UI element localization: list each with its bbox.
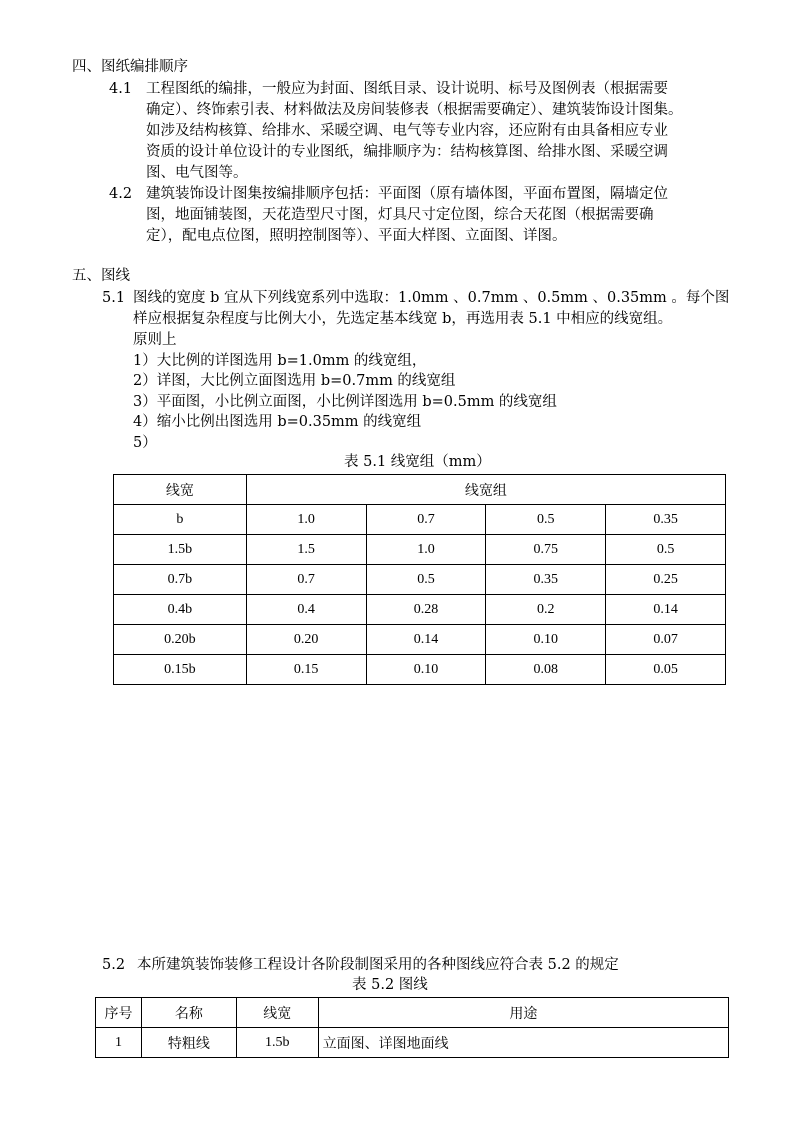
table-header-row <box>96 998 729 1028</box>
table-cell: 特粗线 <box>141 1028 236 1058</box>
table-row <box>114 565 726 595</box>
table-cell: 0.15 <box>246 655 366 685</box>
table-cell: 0.7b <box>114 565 247 595</box>
table-cell: 0.08 <box>486 655 606 685</box>
table-row <box>96 1028 729 1058</box>
item-4-2-line: 建筑装饰设计图集按编排顺序包括：平面图（原有墙体图，平面布置图，隔墙定位 <box>146 186 668 202</box>
table-row <box>114 595 726 625</box>
table-header-cell: 线宽 <box>114 475 247 505</box>
item-5-1-line: 样应根据复杂程度与比例大小，先选定基本线宽 b，再选用表 5.1 中相应的线宽组。 <box>133 311 673 327</box>
line-type-table <box>95 997 729 1058</box>
section5-heading: 五、图线 <box>72 268 130 284</box>
table-header-cell: 用途 <box>318 998 728 1028</box>
table-cell: 0.4 <box>246 595 366 625</box>
table-5-1-caption: 表 5.1 线宽组（mm） <box>344 454 491 470</box>
table-cell: 0.05 <box>606 655 726 685</box>
table-cell: 0.14 <box>606 595 726 625</box>
item-4-1-line: 图、电气图等。 <box>146 165 248 181</box>
item-5-1-number: 5.1 <box>102 290 126 306</box>
table-header-row <box>114 475 726 505</box>
table-cell: 0.75 <box>486 535 606 565</box>
table-cell: 1.0 <box>246 505 366 535</box>
item-4-1-line: 确定）、终饰索引表、材料做法及房间装修表（根据需要确定）、建筑装饰设计图集。 <box>146 102 683 118</box>
table-cell: 0.2 <box>486 595 606 625</box>
table-cell: 0.25 <box>606 565 726 595</box>
table-cell: 0.35 <box>606 505 726 535</box>
table-cell: 0.15b <box>114 655 247 685</box>
item-4-2-number: 4.2 <box>109 186 133 202</box>
table-cell: 0.5 <box>606 535 726 565</box>
table-cell: 1.0 <box>366 535 486 565</box>
item-5-1-subitem: 2）详图，大比例立面图选用 b=0.7mm 的线宽组 <box>133 373 456 389</box>
table-cell: 0.35 <box>486 565 606 595</box>
item-5-1-subitem: 3）平面图，小比例立面图，小比例详图选用 b=0.5mm 的线宽组 <box>133 394 557 410</box>
item-5-1-subitem: 1）大比例的详图选用 b=1.0mm 的线宽组， <box>133 353 427 369</box>
table-cell: 0.20b <box>114 625 247 655</box>
item-5-1-subitem: 4）缩小比例出图选用 b=0.35mm 的线宽组 <box>133 414 422 430</box>
table-cell: 立面图、详图地面线 <box>318 1028 728 1058</box>
table-cell: 0.07 <box>606 625 726 655</box>
table-cell: 0.7 <box>246 565 366 595</box>
table-row <box>114 655 726 685</box>
table-row <box>114 535 726 565</box>
table-cell: 1.5b <box>114 535 247 565</box>
table-cell: 0.28 <box>366 595 486 625</box>
table-header-cell: 线宽 <box>236 998 318 1028</box>
item-4-1-line: 如涉及结构核算、给排水、采暖空调、电气等专业内容，还应附有由具备相应专业 <box>146 123 668 139</box>
item-4-2-line: 定），配电点位图，照明控制图等）、平面大样图、立面图、详图。 <box>146 228 567 244</box>
table-cell: 0.5 <box>366 565 486 595</box>
table-cell: 0.10 <box>366 655 486 685</box>
table-cell: 1 <box>96 1028 142 1058</box>
table-cell: 1.5b <box>236 1028 318 1058</box>
table-cell: 0.7 <box>366 505 486 535</box>
table-cell: 0.4b <box>114 595 247 625</box>
line-width-table <box>113 474 726 685</box>
item-4-1-line: 资质的设计单位设计的专业图纸，编排顺序为：结构核算图、给排水图、采暖空调 <box>146 144 668 160</box>
table-header-cell: 名称 <box>141 998 236 1028</box>
table-header-cell: 序号 <box>96 998 142 1028</box>
table-cell: b <box>114 505 247 535</box>
item-5-2-number: 5.2 <box>102 957 126 973</box>
table-cell: 1.5 <box>246 535 366 565</box>
item-4-1-line: 工程图纸的编排，一般应为封面、图纸目录、设计说明、标号及图例表（根据需要 <box>146 81 668 97</box>
item-4-2-line: 图，地面铺装图，天花造型尺寸图，灯具尺寸定位图，综合天花图（根据需要确 <box>146 207 654 223</box>
table-cell: 0.14 <box>366 625 486 655</box>
table-cell: 0.20 <box>246 625 366 655</box>
item-5-1-subitem: 5） <box>133 435 157 451</box>
item-5-1-line: 图线的宽度 b 宜从下列线宽系列中选取：1.0mm 、0.7mm 、0.5mm 、0.35mm 。每个图 <box>133 290 730 306</box>
table-5-2-caption: 表 5.2 图线 <box>352 977 428 993</box>
table-cell: 0.5 <box>486 505 606 535</box>
table-row <box>114 505 726 535</box>
table-row <box>114 625 726 655</box>
item-5-2-text: 本所建筑装饰装修工程设计各阶段制图采用的各种图线应符合表 5.2 的规定 <box>137 957 619 973</box>
item-5-1-line: 原则上 <box>133 332 177 348</box>
item-4-1-number: 4.1 <box>109 81 133 97</box>
table-header-cell: 线宽组 <box>246 475 725 505</box>
section4-heading: 四、图纸编排顺序 <box>72 59 188 75</box>
table-cell: 0.10 <box>486 625 606 655</box>
